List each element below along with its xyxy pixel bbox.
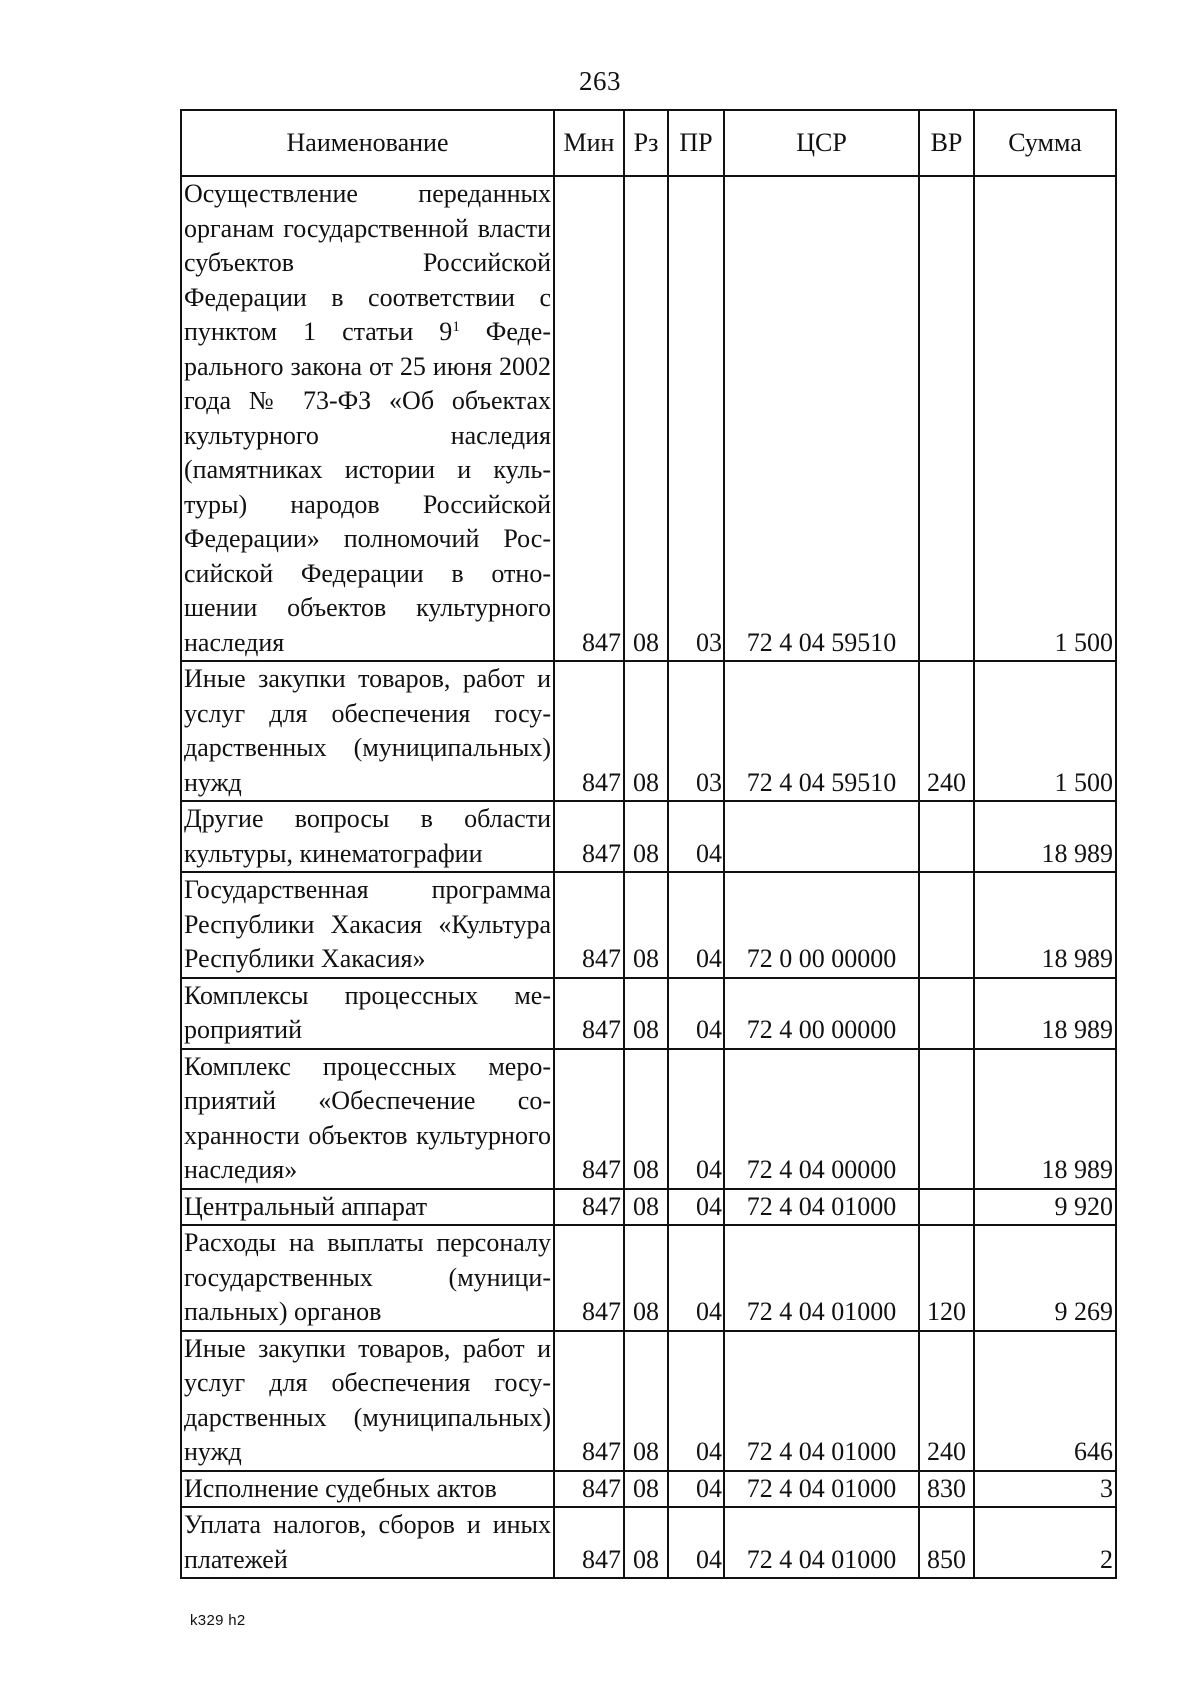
row-name: Иные закупки товаров, работ и услуг для обеспечения государственных (муниципальных) нужд	[181, 661, 554, 801]
row-csr: 72 4 04 01000	[724, 1471, 919, 1508]
row-rz: 08	[624, 1225, 668, 1331]
row-csr: 72 4 04 01000	[724, 1189, 919, 1226]
row-pr: 03	[668, 661, 724, 801]
row-name: Центральный аппарат	[181, 1189, 554, 1226]
row-name: Государственная программа Республики Хакасия «Культура Республики Хакасия»	[181, 872, 554, 978]
row-pr: 04	[668, 978, 724, 1049]
row-name-part: Осуществление переданных органам государственной власти субъектов Российской Федерации в соответствии с пунктом 1 статьи 9	[184, 179, 551, 346]
row-vr	[919, 801, 974, 872]
row-vr	[919, 1189, 974, 1226]
table-row	[181, 978, 1116, 1049]
row-pr: 04	[668, 801, 724, 872]
row-vr: 120	[919, 1225, 974, 1331]
row-rz: 08	[624, 176, 668, 661]
row-rz: 08	[624, 801, 668, 872]
row-pr: 04	[668, 1049, 724, 1189]
budget-table	[180, 109, 1117, 1579]
table-row	[181, 1189, 1116, 1226]
row-csr: 72 4 04 59510	[724, 176, 919, 661]
row-csr: 72 4 00 00000	[724, 978, 919, 1049]
row-sum: 3	[974, 1471, 1116, 1508]
header-vr: ВР	[919, 110, 974, 176]
row-min: 847	[554, 1189, 624, 1226]
row-sum: 18 989	[974, 978, 1116, 1049]
header-rz: Рз	[624, 110, 668, 176]
row-min: 847	[554, 1331, 624, 1471]
row-pr: 04	[668, 1225, 724, 1331]
row-vr: 240	[919, 661, 974, 801]
row-rz: 08	[624, 978, 668, 1049]
row-sum: 18 989	[974, 801, 1116, 872]
row-sum: 2	[974, 1507, 1116, 1578]
row-vr: 850	[919, 1507, 974, 1578]
header-pr: ПР	[668, 110, 724, 176]
row-name: Комплекс процессных мероприятий «Обеспечение сохранности объектов культурного наследия»	[181, 1049, 554, 1189]
row-csr: 72 4 04 00000	[724, 1049, 919, 1189]
header-min: Мин	[554, 110, 624, 176]
row-csr: 72 4 04 01000	[724, 1331, 919, 1471]
table-row	[181, 801, 1116, 872]
row-vr	[919, 1049, 974, 1189]
row-min: 847	[554, 872, 624, 978]
row-min: 847	[554, 1049, 624, 1189]
row-sum: 1 500	[974, 661, 1116, 801]
row-csr: 72 0 00 00000	[724, 872, 919, 978]
row-sum: 9 920	[974, 1189, 1116, 1226]
table-row	[181, 1471, 1116, 1508]
row-csr: 72 4 04 01000	[724, 1225, 919, 1331]
row-sum: 1 500	[974, 176, 1116, 661]
row-name: Расходы на выплаты персоналу государственных (муниципальных) органов	[181, 1225, 554, 1331]
header-csr: ЦСР	[724, 110, 919, 176]
row-rz: 08	[624, 1507, 668, 1578]
row-csr: 72 4 04 01000	[724, 1507, 919, 1578]
row-rz: 08	[624, 1471, 668, 1508]
header-name: Наименование	[181, 110, 554, 176]
table-row	[181, 661, 1116, 801]
row-csr	[724, 801, 919, 872]
row-sum: 18 989	[974, 872, 1116, 978]
row-name: Иные закупки товаров, работ и услуг для обеспечения государственных (муниципальных) нужд	[181, 1331, 554, 1471]
row-rz: 08	[624, 1331, 668, 1471]
row-vr: 830	[919, 1471, 974, 1508]
row-min: 847	[554, 978, 624, 1049]
row-name-part: Федерального закона от 25 июня 2002 года № 73-ФЗ «Об объектах культурного наследия (памятниках истории и культуры) народов Российской Федерации» полномочий Российской Федерации в отношении объектов культурного наследия	[184, 317, 551, 657]
footer-code: k329 h2	[190, 1612, 246, 1629]
row-sum: 9 269	[974, 1225, 1116, 1331]
row-min: 847	[554, 176, 624, 661]
table-row	[181, 872, 1116, 978]
row-sum: 646	[974, 1331, 1116, 1471]
row-pr: 04	[668, 1507, 724, 1578]
table-row	[181, 176, 1116, 661]
row-vr	[919, 978, 974, 1049]
row-min: 847	[554, 1225, 624, 1331]
row-rz: 08	[624, 1049, 668, 1189]
row-name: Уплата налогов, сборов и иных платежей	[181, 1507, 554, 1578]
row-name: Другие вопросы в области культуры, кинематографии	[181, 801, 554, 872]
table-row	[181, 1331, 1116, 1471]
row-sum: 18 989	[974, 1049, 1116, 1189]
row-pr: 04	[668, 1331, 724, 1471]
row-vr: 240	[919, 1331, 974, 1471]
table-row	[181, 1225, 1116, 1331]
row-pr: 04	[668, 1189, 724, 1226]
table-header-row	[181, 110, 1116, 176]
page-number: 263	[579, 66, 621, 96]
row-min: 847	[554, 661, 624, 801]
row-rz: 08	[624, 872, 668, 978]
row-rz: 08	[624, 1189, 668, 1226]
row-min: 847	[554, 1471, 624, 1508]
row-vr	[919, 176, 974, 661]
row-min: 847	[554, 801, 624, 872]
table-row	[181, 1049, 1116, 1189]
row-pr: 04	[668, 1471, 724, 1508]
row-name	[181, 176, 554, 661]
row-pr: 03	[668, 176, 724, 661]
row-csr: 72 4 04 59510	[724, 661, 919, 801]
table-row	[181, 1507, 1116, 1578]
superscript: 1	[452, 319, 460, 335]
header-sum: Сумма	[974, 110, 1116, 176]
row-pr: 04	[668, 872, 724, 978]
row-min: 847	[554, 1507, 624, 1578]
row-name: Исполнение судебных актов	[181, 1471, 554, 1508]
row-name: Комплексы процессных мероприятий	[181, 978, 554, 1049]
row-vr	[919, 872, 974, 978]
row-rz: 08	[624, 661, 668, 801]
